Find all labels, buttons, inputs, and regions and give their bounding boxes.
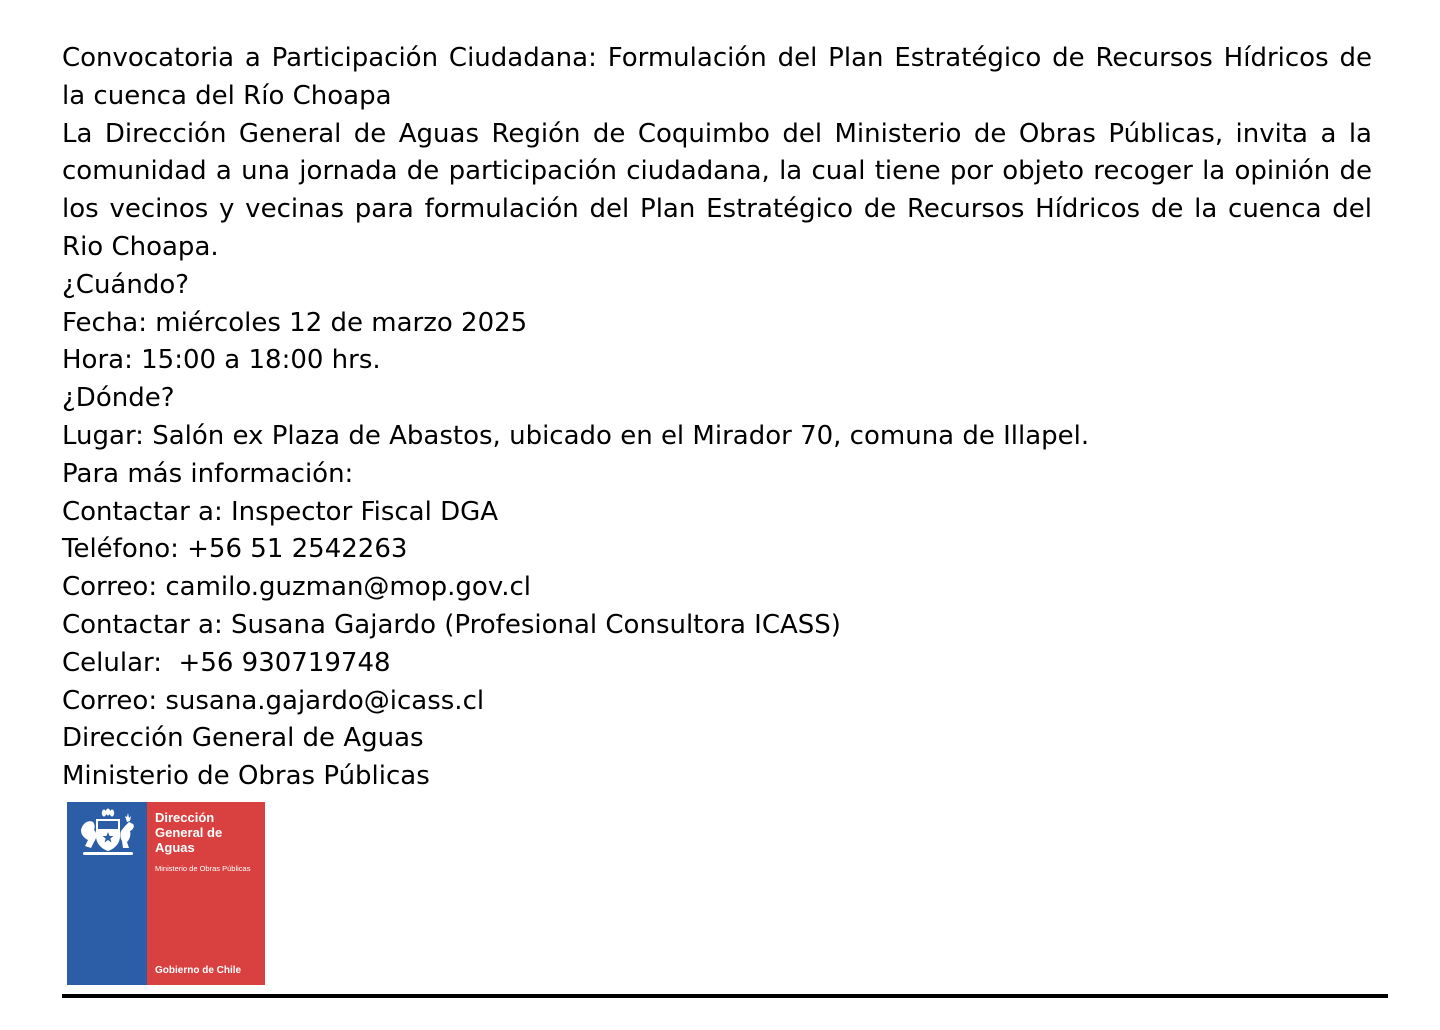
logo-blue-panel <box>67 802 147 985</box>
intro-paragraph: La Dirección General de Aguas Región de Coquimbo del Ministerio de Obras Públicas, invita a la comunidad a una jornada de participación ciudadana, la cual tiene por objeto recoger la opinión de los vecinos y vecinas para formulación del Plan Estratégico de Recursos Hídricos de la cuenca del Rio Choapa. <box>62 118 1372 262</box>
contact1-name: Contactar a: Inspector Fiscal DGA <box>62 496 499 527</box>
document-title: Convocatoria a Participación Ciudadana: Formulación del Plan Estratégico de Recursos Hídricos de la cuenca del Río Choapa <box>62 43 1372 111</box>
logo-subtitle: Ministerio de Obras Públicas <box>155 864 251 873</box>
logo-title: Dirección General de Aguas <box>155 810 223 855</box>
contact2-email: Correo: susana.gajardo@icass.cl <box>62 685 485 716</box>
info-heading: Para más información: <box>62 458 354 489</box>
signature-line-1: Dirección General de Aguas <box>62 723 424 754</box>
contact1-email: Correo: camilo.guzman@mop.gov.cl <box>62 572 531 603</box>
place-line: Lugar: Salón ex Plaza de Abastos, ubicado en el Mirador 70, comuna de Illapel. <box>62 420 1090 451</box>
bottom-rule <box>62 994 1388 998</box>
contact1-phone: Teléfono: +56 51 2542263 <box>62 534 408 565</box>
signature-line-2: Ministerio de Obras Públicas <box>62 761 430 792</box>
contact2-phone: Celular: +56 930719748 <box>62 647 391 678</box>
logo-footer: Gobierno de Chile <box>155 965 242 976</box>
announcement-body <box>62 40 1372 796</box>
where-heading: ¿Dónde? <box>62 383 175 414</box>
chilean-coat-of-arms-icon <box>75 808 139 860</box>
contact2-name: Contactar a: Susana Gajardo (Profesional Consultora ICASS) <box>62 609 841 640</box>
dga-logo <box>67 802 265 985</box>
date-line: Fecha: miércoles 12 de marzo 2025 <box>62 307 528 338</box>
when-heading: ¿Cuándo? <box>62 269 190 300</box>
time-line: Hora: 15:00 a 18:00 hrs. <box>62 345 381 376</box>
logo-red-panel <box>147 802 265 985</box>
